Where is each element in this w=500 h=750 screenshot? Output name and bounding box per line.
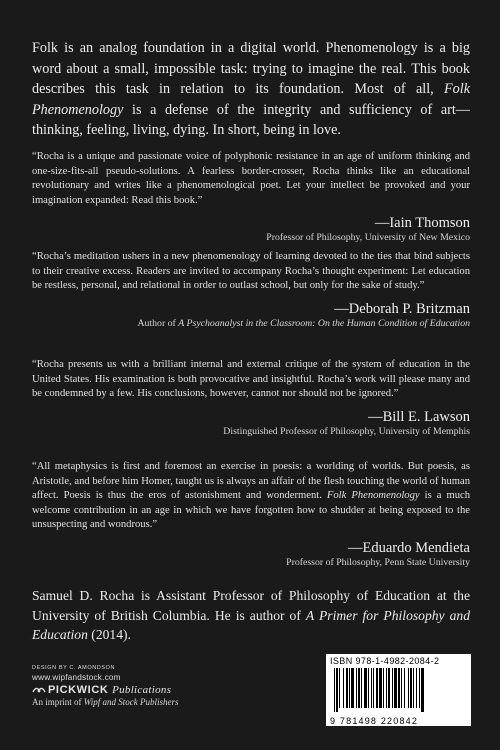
publisher-name-italic: Publications: [112, 684, 172, 696]
barcode-bar: [392, 668, 393, 708]
publisher-logo: [32, 684, 272, 696]
blurb-quote: “Rocha presents us with a brilliant internal and external critique of the system of education in the United States. His examination is both provocative and insightful. Rocha’s work will please many and be condemned by a few. His conclusions, however, cannot nor should not be ignored.”: [32, 359, 470, 400]
barcode-bar: [408, 668, 409, 708]
description-text-2: is a defense of the integrity and sufficiency of art—thinking, feeling, living, dying. In short, being in love.: [32, 101, 470, 138]
barcode-bar: [371, 668, 372, 708]
blurb-author: —Eduardo Mendieta: [347, 539, 470, 556]
quote-book-title: Folk Phenomenology: [326, 490, 420, 502]
blurb-mendieta: [32, 460, 470, 569]
design-credit: DESIGN BY C. AMONDSON: [32, 665, 116, 671]
blurb-author-title: [32, 318, 470, 330]
quote-text-1: “All metaphysics is first and foremost an exercise in poesis: a worlding of worlds. But poesis, as Aristotle, and before him Homer, taught us is always an affair of the flesh touching the world of human affect. Poesis is thus the eros of astonishment and wonderment.: [32, 461, 470, 502]
barcode-bar: [361, 668, 362, 708]
imprint-prefix: An imprint of: [32, 697, 84, 707]
blurb-author-title: Professor of Philosophy, Penn State University: [286, 556, 470, 568]
barcode-bar: [401, 668, 402, 708]
barcode-bar: [364, 668, 367, 708]
title-book: A Psychoanalyst in the Classroom: On the Human Condition of Education: [178, 317, 470, 329]
imprint-line: [32, 696, 272, 708]
blurb-lawson: [32, 358, 470, 438]
description-text-1: Folk is an analog foundation in a digital world. Phenomenology is a big word about a small, impossible task: trying to imagine the real. This book describes this task in relation to its foundation. Most of all,: [32, 40, 470, 97]
author-bio-text: is Assistant Professor of Philosophy of Education at the University of British Columbia. He is author of: [32, 588, 470, 623]
blurb-britzman: [32, 250, 470, 330]
barcode-bar: [376, 668, 378, 708]
barcode-bar: [334, 668, 335, 712]
barcode-bar: [351, 668, 354, 708]
barcode-bar: [339, 668, 340, 708]
quote-text-2: is a much welcome contribution in an age in which we have forgotten how to shudder at being exposed to the unsuspecting and wondrous.”: [32, 490, 471, 531]
barcode-bar: [336, 668, 338, 712]
author-bio-year: (2014).: [87, 627, 131, 642]
book-description: [32, 38, 470, 141]
barcode-bar: [343, 668, 344, 708]
blurb-author-title: Distinguished Professor of Philosophy, University of Memphis: [223, 425, 470, 437]
barcode-bar: [356, 668, 357, 708]
blurb-quote: “Rocha’s meditation ushers in a new phenomenology of learning devoted to the ties that bind subjects to their creative excess. Readers are invited to accompany Rocha’s thought experiment: Let education be restless, personal, and relational in order to outlast school, but only for the sake of study.”: [32, 251, 470, 292]
isbn-barcode: [326, 654, 471, 726]
isbn-label: ISBN 978-1-4982-2084-2: [330, 656, 440, 666]
barcode-bar: [398, 668, 400, 708]
barcode-bar: [346, 668, 348, 708]
barcode-bar: [421, 668, 424, 712]
barcode-bar: [394, 668, 397, 708]
barcode-bar: [368, 668, 369, 708]
barcode-bar: [413, 668, 414, 708]
blurb-author-title: Professor of Philosophy, University of New Mexico: [266, 232, 470, 244]
barcode-bar: [383, 668, 384, 708]
blurb-author: —Iain Thomson: [374, 215, 470, 232]
barcode-bar: [388, 668, 390, 708]
title-prefix: Author of: [137, 317, 179, 329]
barcode-bar: [358, 668, 360, 708]
author-bio: [32, 586, 470, 645]
barcode-bar: [379, 668, 382, 708]
blurb-author: —Bill E. Lawson: [368, 408, 470, 425]
publisher-name-bold: PICKWICK: [48, 684, 109, 696]
barcode-bar: [416, 668, 417, 708]
blurb-author: —Deborah P. Britzman: [334, 300, 470, 317]
pickwick-logo-icon: [32, 685, 46, 695]
publisher-url[interactable]: www.wipfandstock.com: [32, 673, 121, 682]
barcode-bar: [386, 668, 387, 708]
description-book-title: Folk Phenomenology: [32, 81, 470, 118]
barcode-bar: [404, 668, 405, 708]
author-name: Samuel D. Rocha: [32, 588, 135, 603]
barcode-bar: [373, 668, 374, 708]
barcode-bar: [410, 668, 412, 708]
blurb-quote: [32, 460, 470, 533]
publisher-name: [48, 684, 171, 696]
barcode-number: 9 781498 220842: [330, 716, 419, 726]
publisher-credits: [32, 664, 272, 708]
blurb-thomson: [32, 150, 470, 244]
author-previous-book: A Primer for Philosophy and Education: [32, 607, 470, 642]
barcode-bar: [349, 668, 350, 708]
blurb-quote: “Rocha is a unique and passionate voice of polyphonic resistance in an age of uniform thinking and one-size-fits-all pseudo-solutions. A fearless border-crosser, Rocha thinks like an educational revolutionary and writes like a phenomenological poet. Let your intellect be provoked and your imagination expanded: Read this book.”: [32, 151, 470, 206]
barcode-bars: [332, 668, 465, 712]
imprint-parent: Wipf and Stock Publishers: [83, 697, 179, 707]
barcode-bar: [419, 668, 420, 708]
